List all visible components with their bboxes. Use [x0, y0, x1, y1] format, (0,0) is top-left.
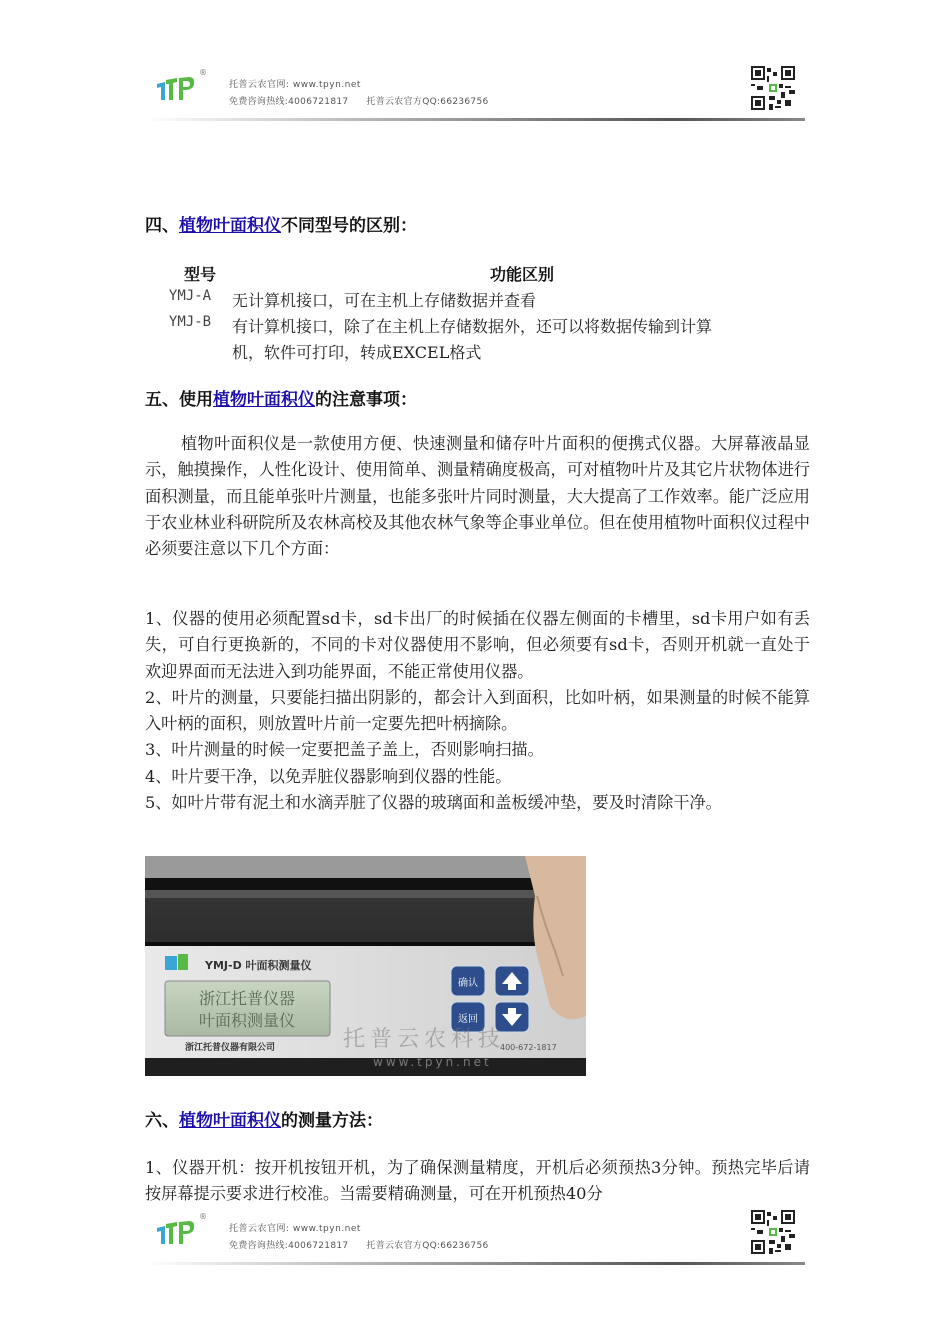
footer-contact	[229, 1238, 489, 1251]
footer-hotline: 免费咨询热线:4006721817	[229, 1241, 349, 1251]
header-hotline: 免费咨询热线:4006721817	[229, 97, 349, 107]
section-5-suffix: 的注意事项：	[315, 390, 417, 410]
device-photo	[145, 856, 586, 1076]
footer-divider	[145, 1262, 805, 1265]
header-contact	[229, 94, 489, 107]
section-5-prefix: 五、使用	[145, 390, 213, 410]
list-item: 3、叶片测量的时候一定要把盖子盖上，否则影响扫描。	[145, 740, 544, 760]
table-row	[160, 314, 810, 340]
function-cell-cont: 机，软件可打印，转成EXCEL格式	[232, 343, 482, 362]
table-header	[160, 262, 810, 288]
lcd-line-1: 浙江托普仪器	[198, 989, 296, 1008]
device-illustration	[145, 856, 586, 1076]
intro-paragraph: 植物叶面积仪是一款使用方便、快速测量和储存叶片面积的便携式仪器。大屏幕液晶显示，触摸操作，人性化设计、使用简单、测量精确度极高，可对植物叶片及其它片状物体进行面积测量，而且能单张叶片测量，也能多张叶片同时测量，大大提高了工作效率。能广泛应用于农业林业科研院所及农林高校及其他农林气象等企事业单位。但在使用植物叶面积仪过程中必须要注意以下几个方面：	[145, 434, 810, 559]
tpyn-logo	[153, 1218, 197, 1248]
section-4-suffix: 不同型号的区别：	[281, 216, 417, 236]
tpyn-logo	[153, 74, 197, 104]
notes-list	[145, 606, 810, 816]
watermark: 托普云农科技	[343, 1027, 506, 1052]
confirm-label: 确认	[458, 978, 478, 989]
qr-code-icon	[751, 66, 795, 110]
list-item: 2、叶片的测量，只要能扫描出阴影的，都会计入到面积，比如叶柄，如果测量的时候不能算入叶柄的面积，则放置叶片前一定要先把叶柄摘除。	[145, 687, 810, 734]
product-link[interactable]: 植物叶面积仪	[179, 216, 281, 236]
list-item: 4、叶片要干净，以免弄脏仪器影响到仪器的性能。	[145, 766, 512, 786]
qr-code-icon	[751, 1210, 795, 1254]
model-cell: YMJ-B	[168, 314, 212, 330]
header-divider	[145, 118, 805, 121]
registered-mark: ®	[199, 1212, 207, 1221]
header-website: 托普云农官网: www.tpyn.net	[229, 80, 361, 90]
section-5-heading	[145, 385, 417, 410]
model-comparison-table	[160, 262, 810, 366]
phone-label: 400-672-1817	[500, 1043, 557, 1052]
intro-paragraph-block	[145, 431, 810, 562]
list-item: 5、如叶片带有泥土和水滴弄脏了仪器的玻璃面和盖板缓冲垫，要及时清除干净。	[145, 793, 722, 813]
section-4-prefix: 四、	[145, 216, 179, 236]
lcd-line-2: 叶面积测量仪	[198, 1011, 296, 1030]
footer-website: 托普云农官网: www.tpyn.net	[229, 1224, 361, 1234]
function-cell: 无计算机接口，可在主机上存储数据并查看	[232, 291, 537, 310]
section-6-heading	[145, 1106, 383, 1131]
list-item: 1、仪器的使用必须配置sd卡，sd卡出厂的时候插在仪器左侧面的卡槽里，sd卡用户如有丢失，可自行更换新的，不同的卡对仪器使用不影响，但必须要有sd卡，否则开机就一直处于欢迎界面而无法进入到功能界面，不能正常使用仪器。	[145, 609, 810, 681]
model-cell: YMJ-A	[168, 288, 212, 304]
section-4-heading	[145, 211, 417, 236]
page-footer	[145, 1210, 805, 1270]
product-link[interactable]: 植物叶面积仪	[179, 1111, 281, 1131]
footer-qq: 托普云农官方QQ:66236756	[366, 1241, 489, 1251]
header-qq: 托普云农官方QQ:66236756	[366, 97, 489, 107]
section-6-suffix: 的测量方法：	[281, 1111, 383, 1131]
back-label: 返回	[458, 1014, 478, 1025]
table-row-cont	[160, 340, 810, 366]
watermark-url: www.tpyn.net	[373, 1055, 492, 1069]
table-row	[160, 288, 810, 314]
col-function-header: 功能区别	[490, 265, 555, 284]
company-label: 浙江托普仪器有限公司	[185, 1043, 276, 1053]
page-header	[145, 66, 805, 126]
product-link[interactable]: 植物叶面积仪	[213, 390, 315, 410]
device-label: YMJ-D 叶面积测量仪	[205, 959, 312, 972]
registered-mark: ®	[199, 68, 207, 77]
function-cell: 有计算机接口，除了在主机上存储数据外，还可以将数据传输到计算	[232, 317, 713, 336]
section-6-prefix: 六、	[145, 1111, 179, 1131]
col-model-header: 型号	[183, 265, 216, 284]
method-paragraph: 1、仪器开机：按开机按钮开机，为了确保测量精度，开机后必须预热3分钟。预热完毕后请按屏幕提示要求进行校准。当需要精确测量，可在开机预热40分	[145, 1158, 810, 1204]
method-paragraph-block	[145, 1155, 810, 1208]
